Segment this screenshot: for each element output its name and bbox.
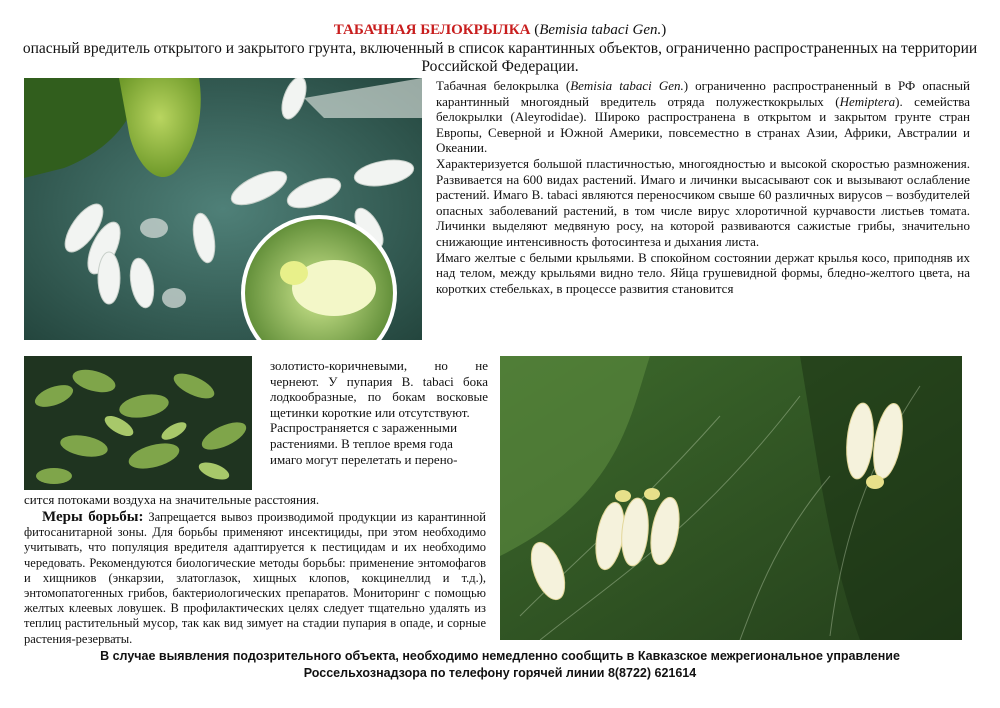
middle-text [270, 358, 488, 467]
title-russian: ТАБАЧНАЯ БЕЛОКРЫЛКА [333, 22, 531, 38]
control-measures [24, 510, 486, 647]
page-title: ТАБАЧНАЯ БЕЛОКРЫЛКА (Bemisia tabaci Gen.) [333, 22, 667, 38]
intro-text [436, 78, 970, 296]
intro-paragraph-1: Табачная белокрылка (Bemisia tabaci Gen.) ограниченно распространенный в РФ опасный карантинный многоядный вредитель отряда полужесткокрылых (Hemiptera). семейства белокрылки (Aleyrodidae). Широко распространена в открытом и закрытом грунте стран Европы, Северной и Южной Америки, повсеместно в странах Азии, Африки, Австралии и Океании. [436, 78, 971, 156]
whitefly-closeup-photo [500, 356, 962, 640]
measures-body: Запрещается вывоз производимой продукции из карантинной фитосанитарной зоны. Для борьбы применяют инсектициды, при этом необходимо учитывать, что популяция вредителя адаптируется к пестицидам и их необходимо чередовать. Рекомендуются биологические методы борьбы: применение энтомофагов и хищников (энкарзии, златоглазок, хищных клопов, кокцинеллид и т.д.), энтомопатогенных грибов, бактериологических препаратов. Мониторинг с помощью желтых клеевых ловушек. В профилактических целях следует тщательно удалять из теплиц растительный мусор, так как вид зимует на стадии пупария в опаде, и сорные растения-резерваты. [24, 510, 486, 646]
intro-paragraph-3: Имаго желтые с белыми крыльями. В спокойном состоянии держат крылья косо, приподняв их над телом, между крыльями видно тело. Яйца грушевидной формы, бледно-желтого цвета, на коротких стебельках, в процессе развития становится [436, 249, 970, 296]
plants-photo [24, 356, 252, 490]
measures-title: Меры борьбы: [42, 509, 144, 525]
hotline-line-1: В случае выявления подозрительного объекта, необходимо немедленно сообщить в Кавказское межрегиональное управление [100, 649, 900, 663]
middle-paragraph-1: золотисто-коричневыми, но не чернеют. У пупария B. tabaci бока лодкообразные, по бокам восковые щетинки короткие или отсутствуют. [270, 358, 488, 420]
page-subtitle: опасный вредитель открытого и закрытого грунта, включенный в список карантинных объектов, ограниченно распространенных на территории Российской Федерации. [22, 40, 978, 75]
title-latin: Bemisia tabaci Gen. [539, 22, 662, 38]
hotline-notice [0, 648, 1000, 682]
middle-text-end: сится потоками воздуха на значительные расстояния. [24, 492, 320, 507]
whitefly-leaf-photo [24, 78, 422, 340]
middle-paragraph-2: Распространяется с зараженными растениями. В теплое время года имаго могут перелетать и перено- [270, 420, 458, 467]
intro-paragraph-2: Характеризуется большой пластичностью, многоядностью и высокой скоростью размножения. Развивается на 600 видах растений. Имаго и личинки высасывают сок и вызывают ослабление растений. Имаго B. tabaci являются переносчиком свыше 60 различных вирусов – возбудителей опасных заболеваний растений, в том числе вирус хлоротичной курчавости листьев томата. Личинки выделяют медвяную росу, на которой развиваются сажистые грибы, значительно снижающие интенсивность фотосинтеза и дыхания листа. [436, 155, 970, 249]
hotline-line-2: Россельхознадзора по телефону горячей линии 8(8722) 621614 [303, 666, 697, 680]
